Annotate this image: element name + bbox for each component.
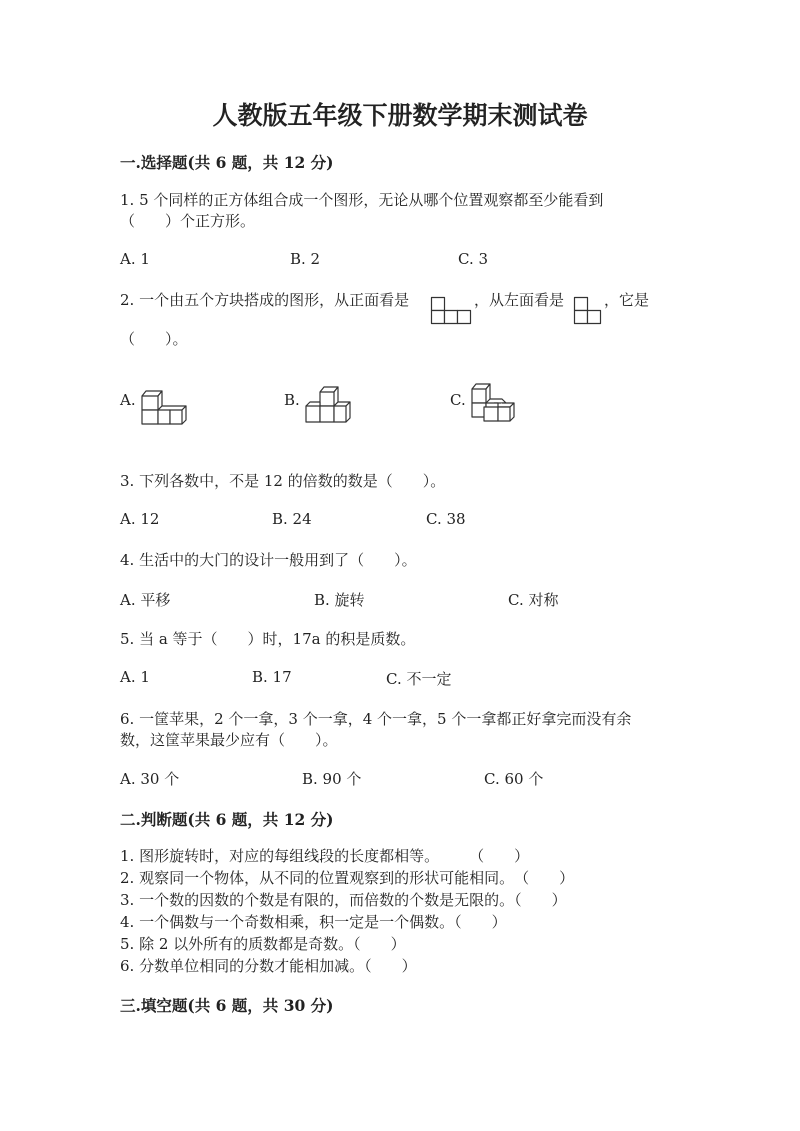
question-2-text-cont: （ ）。 (120, 330, 188, 348)
section-heading-choice: 一.选择题(共 6 题，共 12 分) (120, 153, 334, 172)
question-4-text: 4. 生活中的大门的设计一般用到了（ ）。 (120, 551, 417, 569)
option-c-cube-figure (468, 381, 518, 425)
question-6-option-c: C. 60 个 (484, 770, 544, 788)
question-2-option-b: B. (284, 391, 300, 409)
section-heading-fill: 三.填空题(共 6 题，共 30 分) (120, 996, 334, 1015)
question-2-text: 2. 一个由五个方块搭成的图形，从正面看是 (120, 291, 410, 309)
question-6-option-a: A. 30 个 (120, 770, 180, 788)
option-a-cube-figure (138, 386, 190, 428)
question-2-text-mid: ，从左面看是 (474, 291, 565, 309)
question-6-text-cont: 数，这筐苹果最少应有（ ）。 (120, 731, 338, 749)
question-4-option-a: A. 平移 (120, 591, 171, 609)
question-3-option-c: C. 38 (426, 510, 466, 528)
judge-item-4: 4. 一个偶数与一个奇数相乘，积一定是一个偶数。（ ） (120, 913, 507, 931)
judge-item-5: 5. 除 2 以外所有的质数都是奇数。（ ） (120, 935, 406, 953)
question-2-option-a: A. (120, 391, 136, 409)
section-heading-judge: 二.判断题(共 6 题，共 12 分) (120, 810, 334, 829)
question-3-option-b: B. 24 (272, 510, 312, 528)
question-5-option-b: B. 17 (252, 668, 292, 686)
question-5-option-c: C. 不一定 (386, 670, 452, 688)
question-5-text: 5. 当 a 等于（ ）时，17a 的积是质数。 (120, 630, 416, 648)
question-3-text: 3. 下列各数中，不是 12 的倍数的数是（ ）。 (120, 472, 446, 490)
question-1-option-c: C. 3 (458, 250, 489, 268)
question-1-text-cont: （ ）个正方形。 (120, 212, 256, 230)
option-b-cube-figure (302, 384, 352, 428)
question-3-option-a: A. 12 (120, 510, 160, 528)
judge-item-2: 2. 观察同一个物体，从不同的位置观察到的形状可能相同。 （ ） (120, 869, 575, 887)
question-1-option-a: A. 1 (120, 250, 150, 268)
question-4-option-b: B. 旋转 (314, 591, 365, 609)
question-6-text: 6. 一筐苹果，2 个一拿，3 个一拿，4 个一拿，5 个一拿都正好拿完而没有余 (120, 710, 632, 728)
question-2-option-c: C. (450, 391, 466, 409)
question-6-option-b: B. 90 个 (302, 770, 362, 788)
judge-item-3: 3. 一个数的因数的个数是有限的，而倍数的个数是无限的。（ ） (120, 891, 567, 909)
judge-item-1: 1. 图形旋转时，对应的每组线段的长度都相等。 （ ） (120, 847, 530, 865)
left-view-figure (574, 297, 601, 325)
question-2-text-end: ，它是 (604, 291, 650, 309)
front-view-figure (431, 297, 471, 325)
judge-item-6: 6. 分数单位相同的分数才能相加减。（ ） (120, 957, 417, 975)
page-title: 人教版五年级下册数学期末测试卷 (212, 101, 588, 130)
question-4-option-c: C. 对称 (508, 591, 559, 609)
question-1-text: 1. 5 个同样的正方体组合成一个图形，无论从哪个位置观察都至少能看到 (120, 191, 604, 209)
question-1-option-b: B. 2 (290, 250, 321, 268)
question-5-option-a: A. 1 (120, 668, 150, 686)
